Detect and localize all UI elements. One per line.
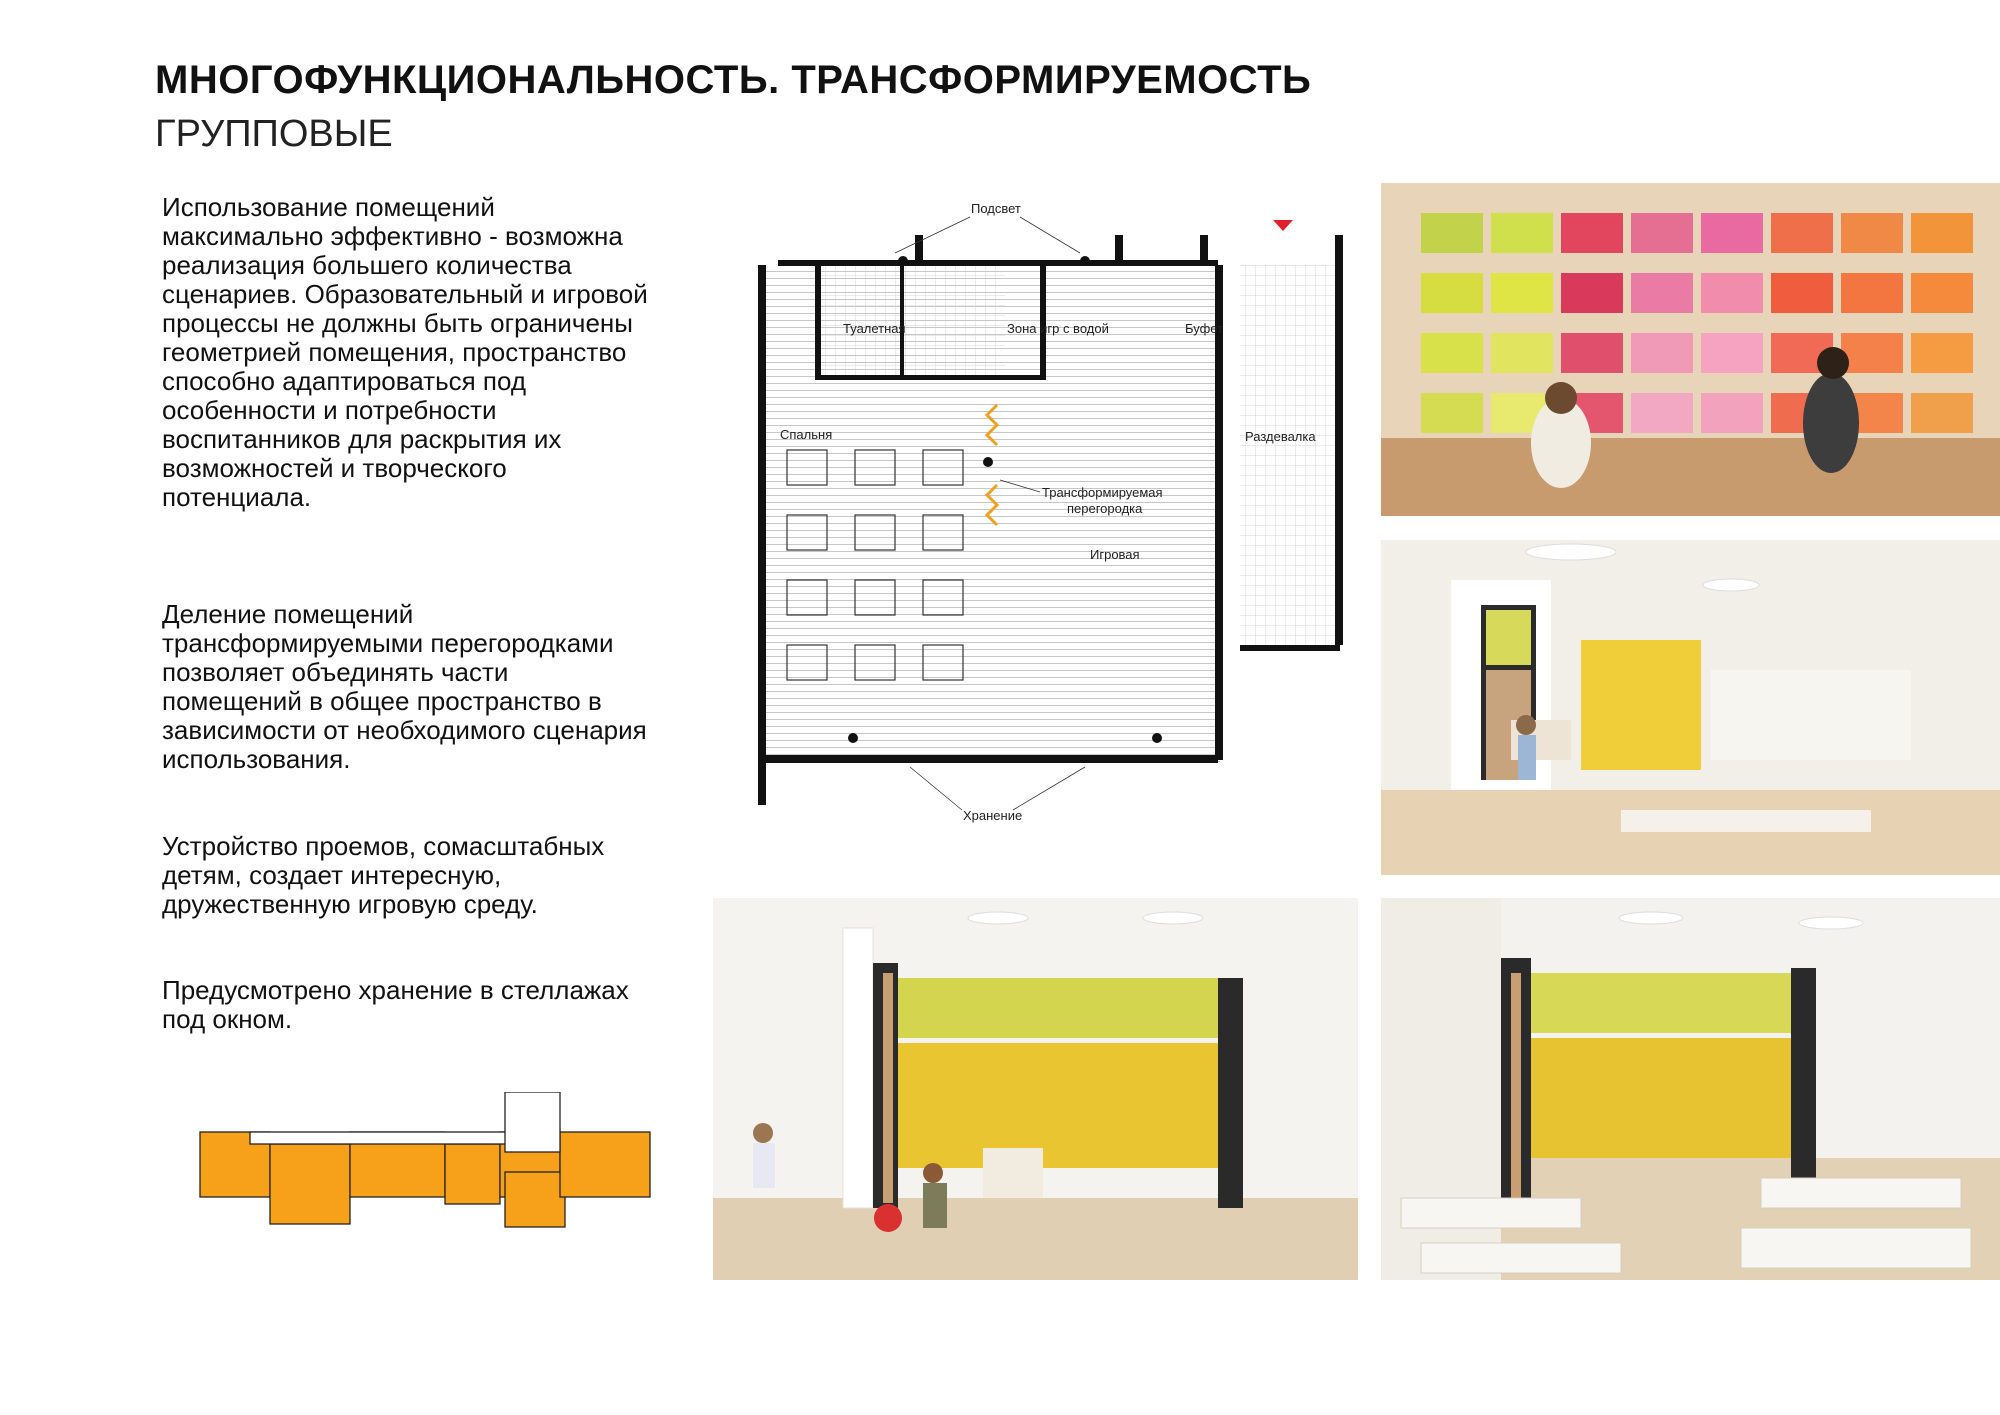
paragraph-partitions: Деление помещений трансформируемыми перегородками позволяет объединять части помещений в общее пространство в зависимости от необходимого сценария использования. [162, 599, 647, 774]
label-water: Зона игр с водой [1007, 321, 1109, 336]
wardrobe-tiles [1240, 265, 1335, 645]
label-hranenie: Хранение [963, 808, 1023, 823]
toilet-tiles [815, 265, 900, 375]
photo-playroom [713, 898, 1358, 1280]
label-razdevalka: Раздевалка [1245, 429, 1316, 444]
label-bufet: Буфет [1185, 321, 1224, 336]
paragraph-openings: Устройство проемов, сомасштабных детям, создает интересную, дружественную игровую среду. [162, 831, 605, 919]
wall-mid [1215, 265, 1223, 760]
key-plan [195, 1092, 660, 1237]
label-partition-1: Трансформируемая [1042, 485, 1163, 500]
wall-top [778, 260, 1218, 266]
wall-left [758, 265, 766, 805]
page-title: МНОГОФУНКЦИОНАЛЬНОСТЬ. ТРАНСФОРМИРУЕМОСТЬ [155, 58, 1312, 102]
paragraph-storage: Предусмотрено хранение в стеллажах под окном. [162, 975, 629, 1034]
wall-bottom [758, 755, 1218, 763]
label-igrovaya: Игровая [1090, 547, 1140, 562]
wall-right [1335, 235, 1343, 645]
floor-plan [745, 195, 1355, 825]
water-zone-tiles [900, 265, 1005, 375]
photo-classroom [1381, 540, 2000, 875]
paragraph-usage: Использование помещений максимально эффективно - возможна реализация большего количества сценариев. Образовательный и игровой процессы не должны быть ограничены геометрией помещения, пространство способно адаптироваться под особенности и потребности воспитанников для раскрытия их возможностей и творческого потенциала. [162, 192, 648, 512]
label-spalnya: Спальня [780, 427, 833, 442]
label-toilet: Туалетная [843, 321, 906, 336]
page-subtitle: ГРУППОВЫЕ [155, 113, 393, 155]
label-partition-2: перегородка [1067, 501, 1143, 516]
photo-bedroom [1381, 898, 2000, 1280]
entrance-marker [1273, 220, 1293, 231]
label-podsvet: Подсвет [971, 201, 1021, 216]
photo-shelving [1381, 183, 2000, 516]
